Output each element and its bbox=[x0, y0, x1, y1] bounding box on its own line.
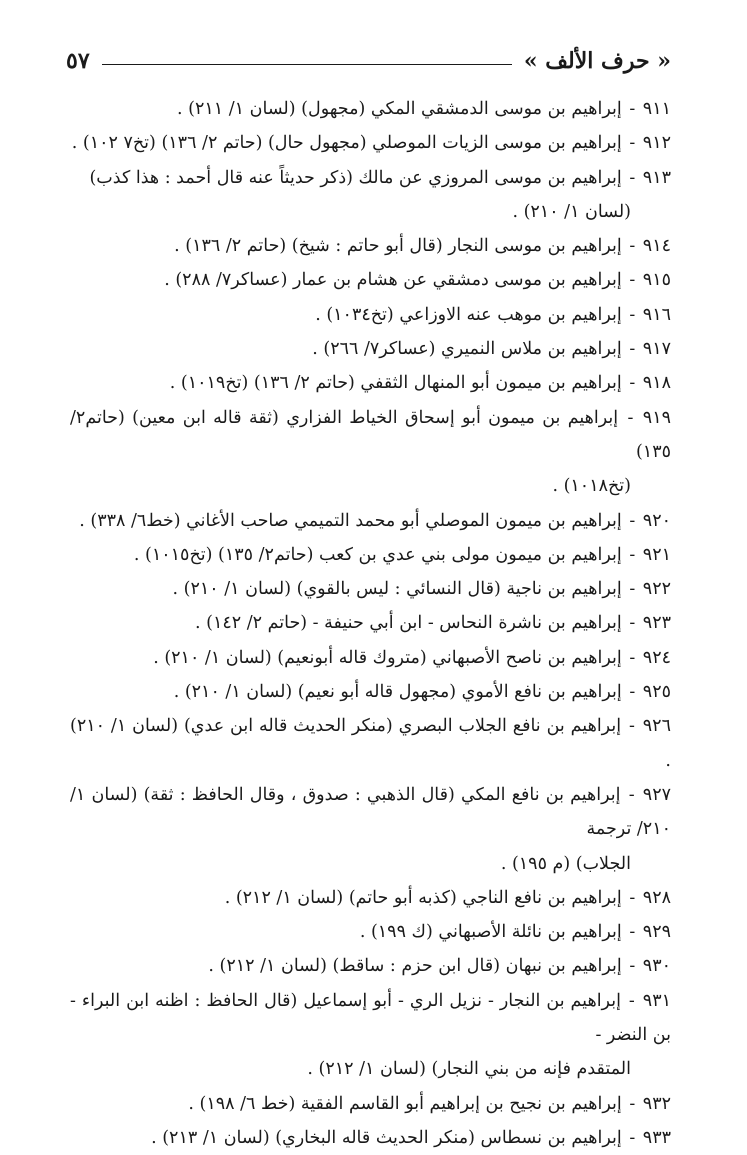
entry-number: ٩١٧ bbox=[642, 339, 671, 360]
entry-number: ٩١٥ bbox=[642, 270, 671, 291]
entry-separator: - bbox=[623, 1127, 641, 1148]
page-header bbox=[66, 44, 671, 78]
entry-separator: - bbox=[623, 510, 641, 531]
list-item bbox=[70, 606, 671, 640]
list-item bbox=[70, 298, 671, 332]
entry-separator: - bbox=[623, 133, 641, 154]
entry-text: إبراهيم بن موهب عنه الاوزاعي (تخ١٠٣٤) . bbox=[315, 304, 622, 325]
page-number: ٥٧ bbox=[66, 48, 90, 74]
entry-text: إبراهيم بن نافع المكي (قال الذهبي : صدوق ، وقال الحافظ : ثقة) (لسان ١/ ٢١٠/ ترجمة bbox=[70, 784, 671, 840]
list-item bbox=[70, 1121, 671, 1155]
entry-text: إبراهيم بن ميمون أبو إسحاق الخياط الفزاري (ثقة قاله ابن معين) (حاتم٢/ ١٣٥) bbox=[70, 407, 671, 462]
list-item bbox=[70, 675, 671, 709]
entry-text: إبراهيم بن موسى النجار (قال أبو حاتم : شيخ) (حاتم ٢/ ١٣٦) . bbox=[174, 236, 622, 257]
list-item bbox=[70, 92, 671, 126]
entry-number: ٩٢٧ bbox=[642, 784, 671, 805]
entry-number: ٩٣٣ bbox=[642, 1127, 671, 1148]
list-item bbox=[70, 229, 671, 263]
entry-text: إبراهيم بن نسطاس (منكر الحديث قاله البخاري) (لسان ١/ ٢١٣) . bbox=[151, 1127, 622, 1148]
entry-text: إبراهيم بن ناشرة النحاس - ابن أبي حنيفة - (حاتم ٢/ ١٤٢) . bbox=[195, 613, 622, 634]
entry-text: إبراهيم بن نائلة الأصبهاني (ك ١٩٩) . bbox=[359, 922, 622, 943]
entry-number: ٩٢٤ bbox=[642, 647, 671, 668]
list-item bbox=[70, 915, 671, 949]
entry-continuation: المتقدم فإنه من بني النجار) (لسان ١/ ٢١٢) . bbox=[307, 1059, 631, 1080]
entry-separator: - bbox=[623, 887, 641, 908]
entry-separator: - bbox=[623, 167, 641, 188]
entry-text: إبراهيم بن موسى الدمشقي المكي (مجهول) (لسان ١/ ٢١١) . bbox=[177, 99, 622, 119]
entry-separator: - bbox=[623, 270, 641, 291]
entry-separator: - bbox=[623, 647, 641, 668]
entry-number: ٩٢٠ bbox=[642, 510, 671, 531]
entry-separator: - bbox=[623, 922, 641, 943]
entry-text: إبراهيم بن نافع الجلاب البصري (منكر الحديث قاله ابن عدي) (لسان ١/ ٢١٠) . bbox=[70, 716, 671, 771]
list-item bbox=[70, 263, 671, 297]
entry-number: ٩١٦ bbox=[642, 304, 671, 325]
list-item bbox=[70, 984, 671, 1087]
list-item bbox=[70, 366, 671, 400]
entry-number: ٩٢٢ bbox=[642, 579, 671, 600]
entry-separator: - bbox=[623, 579, 641, 600]
list-item bbox=[70, 709, 671, 778]
entry-separator: - bbox=[623, 682, 641, 703]
entry-number: ٩١٢ bbox=[642, 133, 671, 154]
entry-text: إبراهيم بن ملاس النميري (عساكر٧/ ٢٦٦) . bbox=[312, 339, 622, 360]
entry-continuation: (لسان ١/ ٢١٠) . bbox=[512, 201, 631, 222]
list-item bbox=[70, 126, 671, 160]
entry-number: ٩٢٦ bbox=[642, 716, 671, 737]
entry-separator: - bbox=[622, 784, 641, 805]
entry-text: إبراهيم بن ميمون أبو المنهال الثقفي (حاتم ٢/ ١٣٦) (تخ١٠١٩) . bbox=[169, 373, 622, 394]
chapter-title: « حرف الألف » bbox=[523, 48, 671, 74]
entry-text: إبراهيم بن نجيح بن إبراهيم أبو القاسم الفقية (خط ٦/ ١٩٨) . bbox=[188, 1093, 622, 1114]
entry-number: ٩٣١ bbox=[642, 990, 671, 1011]
entry-number: ٩٢٣ bbox=[642, 613, 671, 634]
list-item bbox=[70, 881, 671, 915]
entry-text: إبراهيم بن ميمون الموصلي أبو محمد التميمي صاحب الأغاني (خط٦/ ٣٣٨) . bbox=[79, 510, 622, 531]
entry-text: إبراهيم بن موسى دمشقي عن هشام بن عمار (عساكر٧/ ٢٨٨) . bbox=[164, 270, 622, 291]
list-item bbox=[70, 778, 671, 881]
entry-continuation: (تخ١٠١٨) . bbox=[552, 476, 631, 497]
entry-separator: - bbox=[623, 716, 641, 737]
header-rule bbox=[102, 64, 512, 65]
list-item bbox=[70, 401, 671, 504]
entry-separator: - bbox=[623, 99, 641, 119]
entry-separator: - bbox=[620, 407, 641, 428]
entry-separator: - bbox=[622, 990, 641, 1011]
entry-separator: - bbox=[623, 1093, 641, 1114]
entry-separator: - bbox=[623, 339, 641, 360]
entry-text: إبراهيم بن موسى الزيات الموصلي (مجهول حال) (حاتم ٢/ ١٣٦) (تخ٧ ١٠٢) . bbox=[71, 133, 622, 154]
entry-number: ٩٢٩ bbox=[642, 922, 671, 943]
entry-text: إبراهيم بن نافع الناجي (كذبه أبو حاتم) (لسان ١/ ٢١٢) . bbox=[224, 887, 622, 908]
entry-number: ٩١٩ bbox=[642, 407, 671, 428]
list-item bbox=[70, 641, 671, 675]
list-item bbox=[70, 161, 671, 230]
entry-separator: - bbox=[623, 544, 641, 565]
entry-text: إبراهيم بن نافع الأموي (مجهول قاله أبو نعيم) (لسان ١/ ٢١٠) . bbox=[173, 682, 622, 703]
entry-number: ٩١٤ bbox=[642, 236, 671, 257]
entry-separator: - bbox=[623, 956, 641, 977]
entry-number: ٩٢٥ bbox=[642, 682, 671, 703]
entry-text: إبراهيم بن النجار - نزيل الري - أبو إسماعيل (قال الحافظ : اظنه ابن البراء - بن النضر - bbox=[70, 990, 671, 1046]
entry-text: إبراهيم بن نبهان (قال ابن حزم : ساقط) (لسان ١/ ٢١٢) . bbox=[208, 956, 622, 977]
entry-text: إبراهيم بن ناصح الأصبهاني (متروك قاله أبونعيم) (لسان ١/ ٢١٠) . bbox=[153, 647, 622, 668]
entry-text: إبراهيم بن ميمون مولى بني عدي بن كعب (حاتم٢/ ١٣٥) (تخ١٠١٥) . bbox=[133, 544, 622, 565]
entry-number: ٩٣٠ bbox=[642, 956, 671, 977]
list-item bbox=[70, 572, 671, 606]
entry-separator: - bbox=[623, 304, 641, 325]
entry-separator: - bbox=[623, 373, 641, 394]
list-item bbox=[70, 949, 671, 983]
list-item bbox=[70, 1087, 671, 1121]
list-item bbox=[70, 538, 671, 572]
entry-separator: - bbox=[623, 613, 641, 634]
entry-number: ٩١٨ bbox=[642, 373, 671, 394]
entry-list bbox=[70, 92, 671, 1155]
entry-number: ٩٣٢ bbox=[642, 1093, 671, 1114]
entry-number: ٩٢٨ bbox=[642, 887, 671, 908]
entry-number: ٩١٣ bbox=[642, 167, 671, 188]
entry-number: ٩١١ bbox=[642, 99, 671, 119]
entry-text: إبراهيم بن موسى المروزي عن مالك (ذكر حديثاً عنه قال أحمد : هذا كذب) bbox=[89, 167, 622, 188]
entry-separator: - bbox=[623, 236, 641, 257]
entry-continuation: الجلاب) (م ١٩٥) . bbox=[500, 853, 631, 874]
list-item bbox=[70, 332, 671, 366]
list-item bbox=[70, 504, 671, 538]
entry-text: إبراهيم بن ناجية (قال النسائي : ليس بالقوي) (لسان ١/ ٢١٠) . bbox=[172, 579, 622, 600]
entry-number: ٩٢١ bbox=[642, 544, 671, 565]
